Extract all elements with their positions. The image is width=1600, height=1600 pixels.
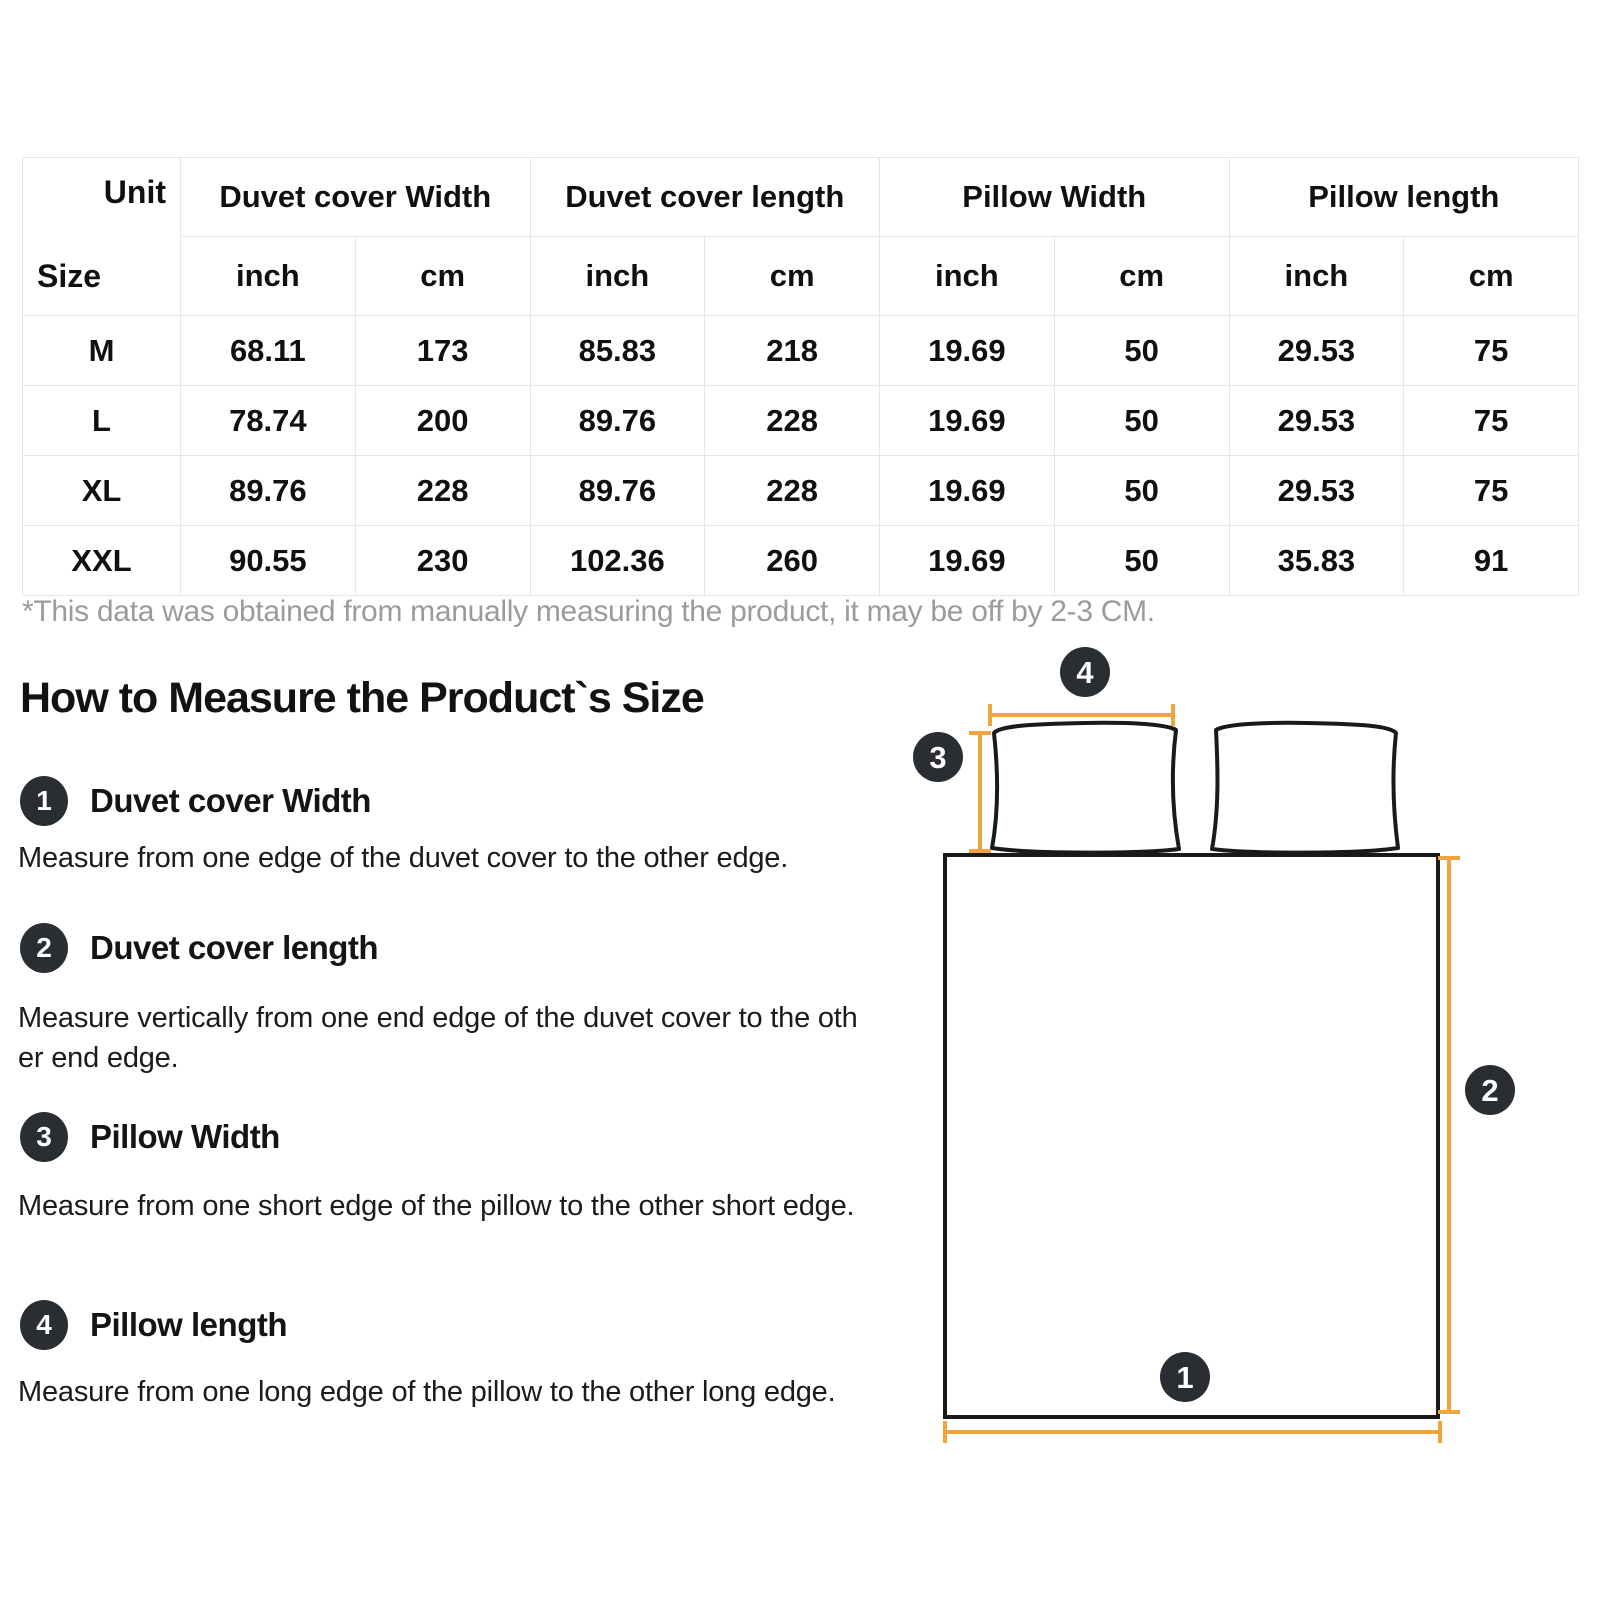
unit-header: cm <box>355 237 530 316</box>
step-2-header <box>20 923 378 973</box>
unit-header: inch <box>181 237 356 316</box>
size-cell: M <box>23 316 181 386</box>
step-4-title: Pillow length <box>90 1306 287 1343</box>
unit-header: inch <box>1229 237 1404 316</box>
value-cell: 68.11 <box>181 316 356 386</box>
value-cell: 91 <box>1404 526 1579 596</box>
step-1-description: Measure from one edge of the duvet cover to the other edge. <box>18 842 789 874</box>
corner-cell <box>23 158 181 316</box>
svg-text:4: 4 <box>1076 655 1094 690</box>
svg-text:2: 2 <box>1481 1073 1499 1108</box>
value-cell: 228 <box>355 456 530 526</box>
unit-label: Unit <box>103 174 166 210</box>
value-cell: 19.69 <box>880 526 1055 596</box>
svg-text:1: 1 <box>1176 1360 1194 1395</box>
value-cell: 173 <box>355 316 530 386</box>
pillow-right <box>1212 723 1398 853</box>
size-cell: XL <box>23 456 181 526</box>
value-cell: 29.53 <box>1229 316 1404 386</box>
diagram-badge-2 <box>1465 1065 1515 1115</box>
value-cell: 75 <box>1404 386 1579 456</box>
step-1-header <box>20 776 371 826</box>
measure-line-pillow-width <box>969 733 991 851</box>
value-cell: 230 <box>355 526 530 596</box>
diagram-badge-1 <box>1160 1352 1210 1402</box>
value-cell: 89.76 <box>181 456 356 526</box>
value-cell: 50 <box>1054 526 1229 596</box>
table-row-l <box>23 386 1579 456</box>
step-1-badge: 1 <box>20 776 68 826</box>
diagram-badge-3 <box>913 732 963 782</box>
value-cell: 50 <box>1054 316 1229 386</box>
unit-header: cm <box>1054 237 1229 316</box>
measure-line-duvet-width <box>945 1421 1440 1443</box>
value-cell: 102.36 <box>530 526 705 596</box>
group-header-duvet-width: Duvet cover Width <box>181 158 531 237</box>
step-3-description: Measure from one short edge of the pillow to the other short edge. <box>18 1190 855 1222</box>
group-header-pillow-length: Pillow length <box>1229 158 1579 237</box>
value-cell: 85.83 <box>530 316 705 386</box>
unit-header: inch <box>880 237 1055 316</box>
size-label: Size <box>37 258 102 294</box>
size-cell: L <box>23 386 181 456</box>
step-2-badge: 2 <box>20 923 68 973</box>
value-cell: 19.69 <box>880 456 1055 526</box>
guide-title: How to Measure the Product`s Size <box>20 674 704 722</box>
table-row-xl <box>23 456 1579 526</box>
measurement-note: *This data was obtained from manually measuring the product, it may be off by 2-3 CM. <box>22 595 1155 628</box>
unit-header: inch <box>530 237 705 316</box>
value-cell: 89.76 <box>530 456 705 526</box>
step-3-title: Pillow Width <box>90 1118 280 1155</box>
unit-header: cm <box>1404 237 1579 316</box>
value-cell: 29.53 <box>1229 456 1404 526</box>
value-cell: 228 <box>705 386 880 456</box>
group-header-pillow-width: Pillow Width <box>880 158 1230 237</box>
step-4-description: Measure from one long edge of the pillow to the other long edge. <box>18 1376 836 1408</box>
value-cell: 260 <box>705 526 880 596</box>
bedding-measure-diagram <box>880 630 1600 1510</box>
value-cell: 75 <box>1404 316 1579 386</box>
step-2-description: Measure vertically from one end edge of the duvet cover to the other end edge. <box>18 1002 858 1074</box>
step-3-badge: 3 <box>20 1112 68 1162</box>
value-cell: 90.55 <box>181 526 356 596</box>
step-4-header <box>20 1300 287 1350</box>
step-2-title: Duvet cover length <box>90 929 379 966</box>
value-cell: 50 <box>1054 456 1229 526</box>
value-cell: 228 <box>705 456 880 526</box>
step-1-title: Duvet cover Width <box>90 782 371 819</box>
group-header-duvet-length: Duvet cover length <box>530 158 880 237</box>
diagram-badge-4 <box>1060 647 1110 697</box>
step-3-header <box>20 1112 280 1162</box>
value-cell: 78.74 <box>181 386 356 456</box>
svg-text:3: 3 <box>929 740 947 775</box>
step-4-badge: 4 <box>20 1300 68 1350</box>
unit-header: cm <box>705 237 880 316</box>
value-cell: 19.69 <box>880 386 1055 456</box>
pillow-left <box>992 723 1179 853</box>
size-cell: XXL <box>23 526 181 596</box>
value-cell: 29.53 <box>1229 386 1404 456</box>
value-cell: 50 <box>1054 386 1229 456</box>
table-row-xxl <box>23 526 1579 596</box>
size-chart-table <box>22 157 1579 596</box>
value-cell: 200 <box>355 386 530 456</box>
table-row-m <box>23 316 1579 386</box>
value-cell: 89.76 <box>530 386 705 456</box>
duvet-outline <box>945 855 1438 1417</box>
measure-line-duvet-length <box>1438 858 1460 1412</box>
value-cell: 35.83 <box>1229 526 1404 596</box>
value-cell: 218 <box>705 316 880 386</box>
value-cell: 19.69 <box>880 316 1055 386</box>
value-cell: 75 <box>1404 456 1579 526</box>
